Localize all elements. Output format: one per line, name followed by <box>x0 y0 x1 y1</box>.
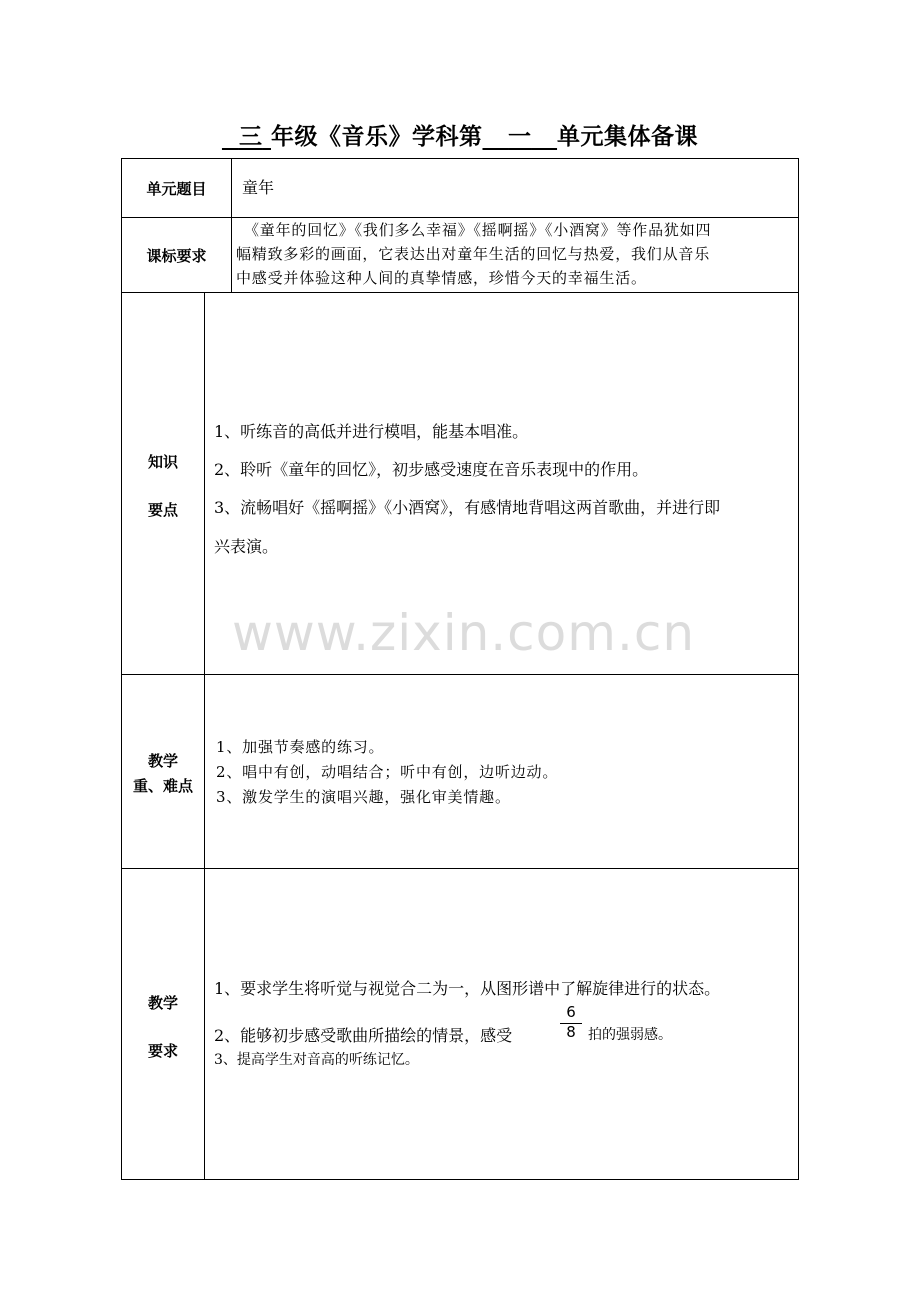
title-grade: 三 <box>238 124 263 150</box>
key-points-label-1: 教学 <box>147 752 178 770</box>
standard-line: 幅精致多彩的画面，它表达出对童年生活的回忆与热爱，我们从音乐 <box>236 245 711 263</box>
page-title <box>0 118 920 151</box>
unit-topic-value: 童年 <box>242 178 275 197</box>
time-signature-denominator: 8 <box>566 1023 576 1041</box>
standard-line: 《童年的回忆》《我们多么幸福》《摇啊摇》《小酒窝》等作品犹如四 <box>244 221 712 239</box>
key-points-label-2: 重、难点 <box>132 777 193 795</box>
key-points-line: 1、加强节奏感的练习。 <box>216 738 385 756</box>
knowledge-label-2: 要点 <box>147 501 178 519</box>
knowledge-line: 兴表演。 <box>214 537 279 556</box>
requirements-line-2-start: 2、能够初步感受歌曲所描绘的情景，感受 <box>214 1026 513 1045</box>
knowledge-line: 1、听练音的高低并进行模唱，能基本唱准。 <box>214 422 529 441</box>
knowledge-line: 3、流畅唱好《摇啊摇》《小酒窝》，有感情地背唱这两首歌曲，并进行即 <box>214 498 721 517</box>
knowledge-line: 2、聆听《童年的回忆》，初步感受速度在音乐表现中的作用。 <box>214 460 649 479</box>
key-points-line: 3、激发学生的演唱兴趣，强化审美情趣。 <box>216 788 511 806</box>
watermark: www.zixin.com.cn <box>232 604 696 662</box>
requirements-label-2: 要求 <box>147 1042 178 1060</box>
unit-topic-label: 单元题目 <box>146 180 207 198</box>
title-part2: 单元集体备课 <box>557 124 699 150</box>
requirements-label-1: 教学 <box>147 994 178 1012</box>
title-unit: 一 <box>508 124 532 150</box>
standard-label: 课标要求 <box>146 247 207 265</box>
time-signature-numerator: 6 <box>566 1003 576 1021</box>
title-part1: 年级《音乐》学科第 <box>270 124 483 150</box>
requirements-line: 1、要求学生将听觉与视觉合二为一，从图形谱中了解旋律进行的状态。 <box>214 979 721 998</box>
requirements-line: 3、提高学生对音高的听练记忆。 <box>214 1052 419 1068</box>
standard-line: 中感受并体验这种人间的真挚情感，珍惜今天的幸福生活。 <box>236 269 647 287</box>
key-points-line: 2、唱中有创，动唱结合；听中有创，边听边动。 <box>216 763 559 781</box>
knowledge-label-1: 知识 <box>147 453 178 471</box>
requirements-line-2-end: 拍的强弱感。 <box>588 1027 672 1043</box>
